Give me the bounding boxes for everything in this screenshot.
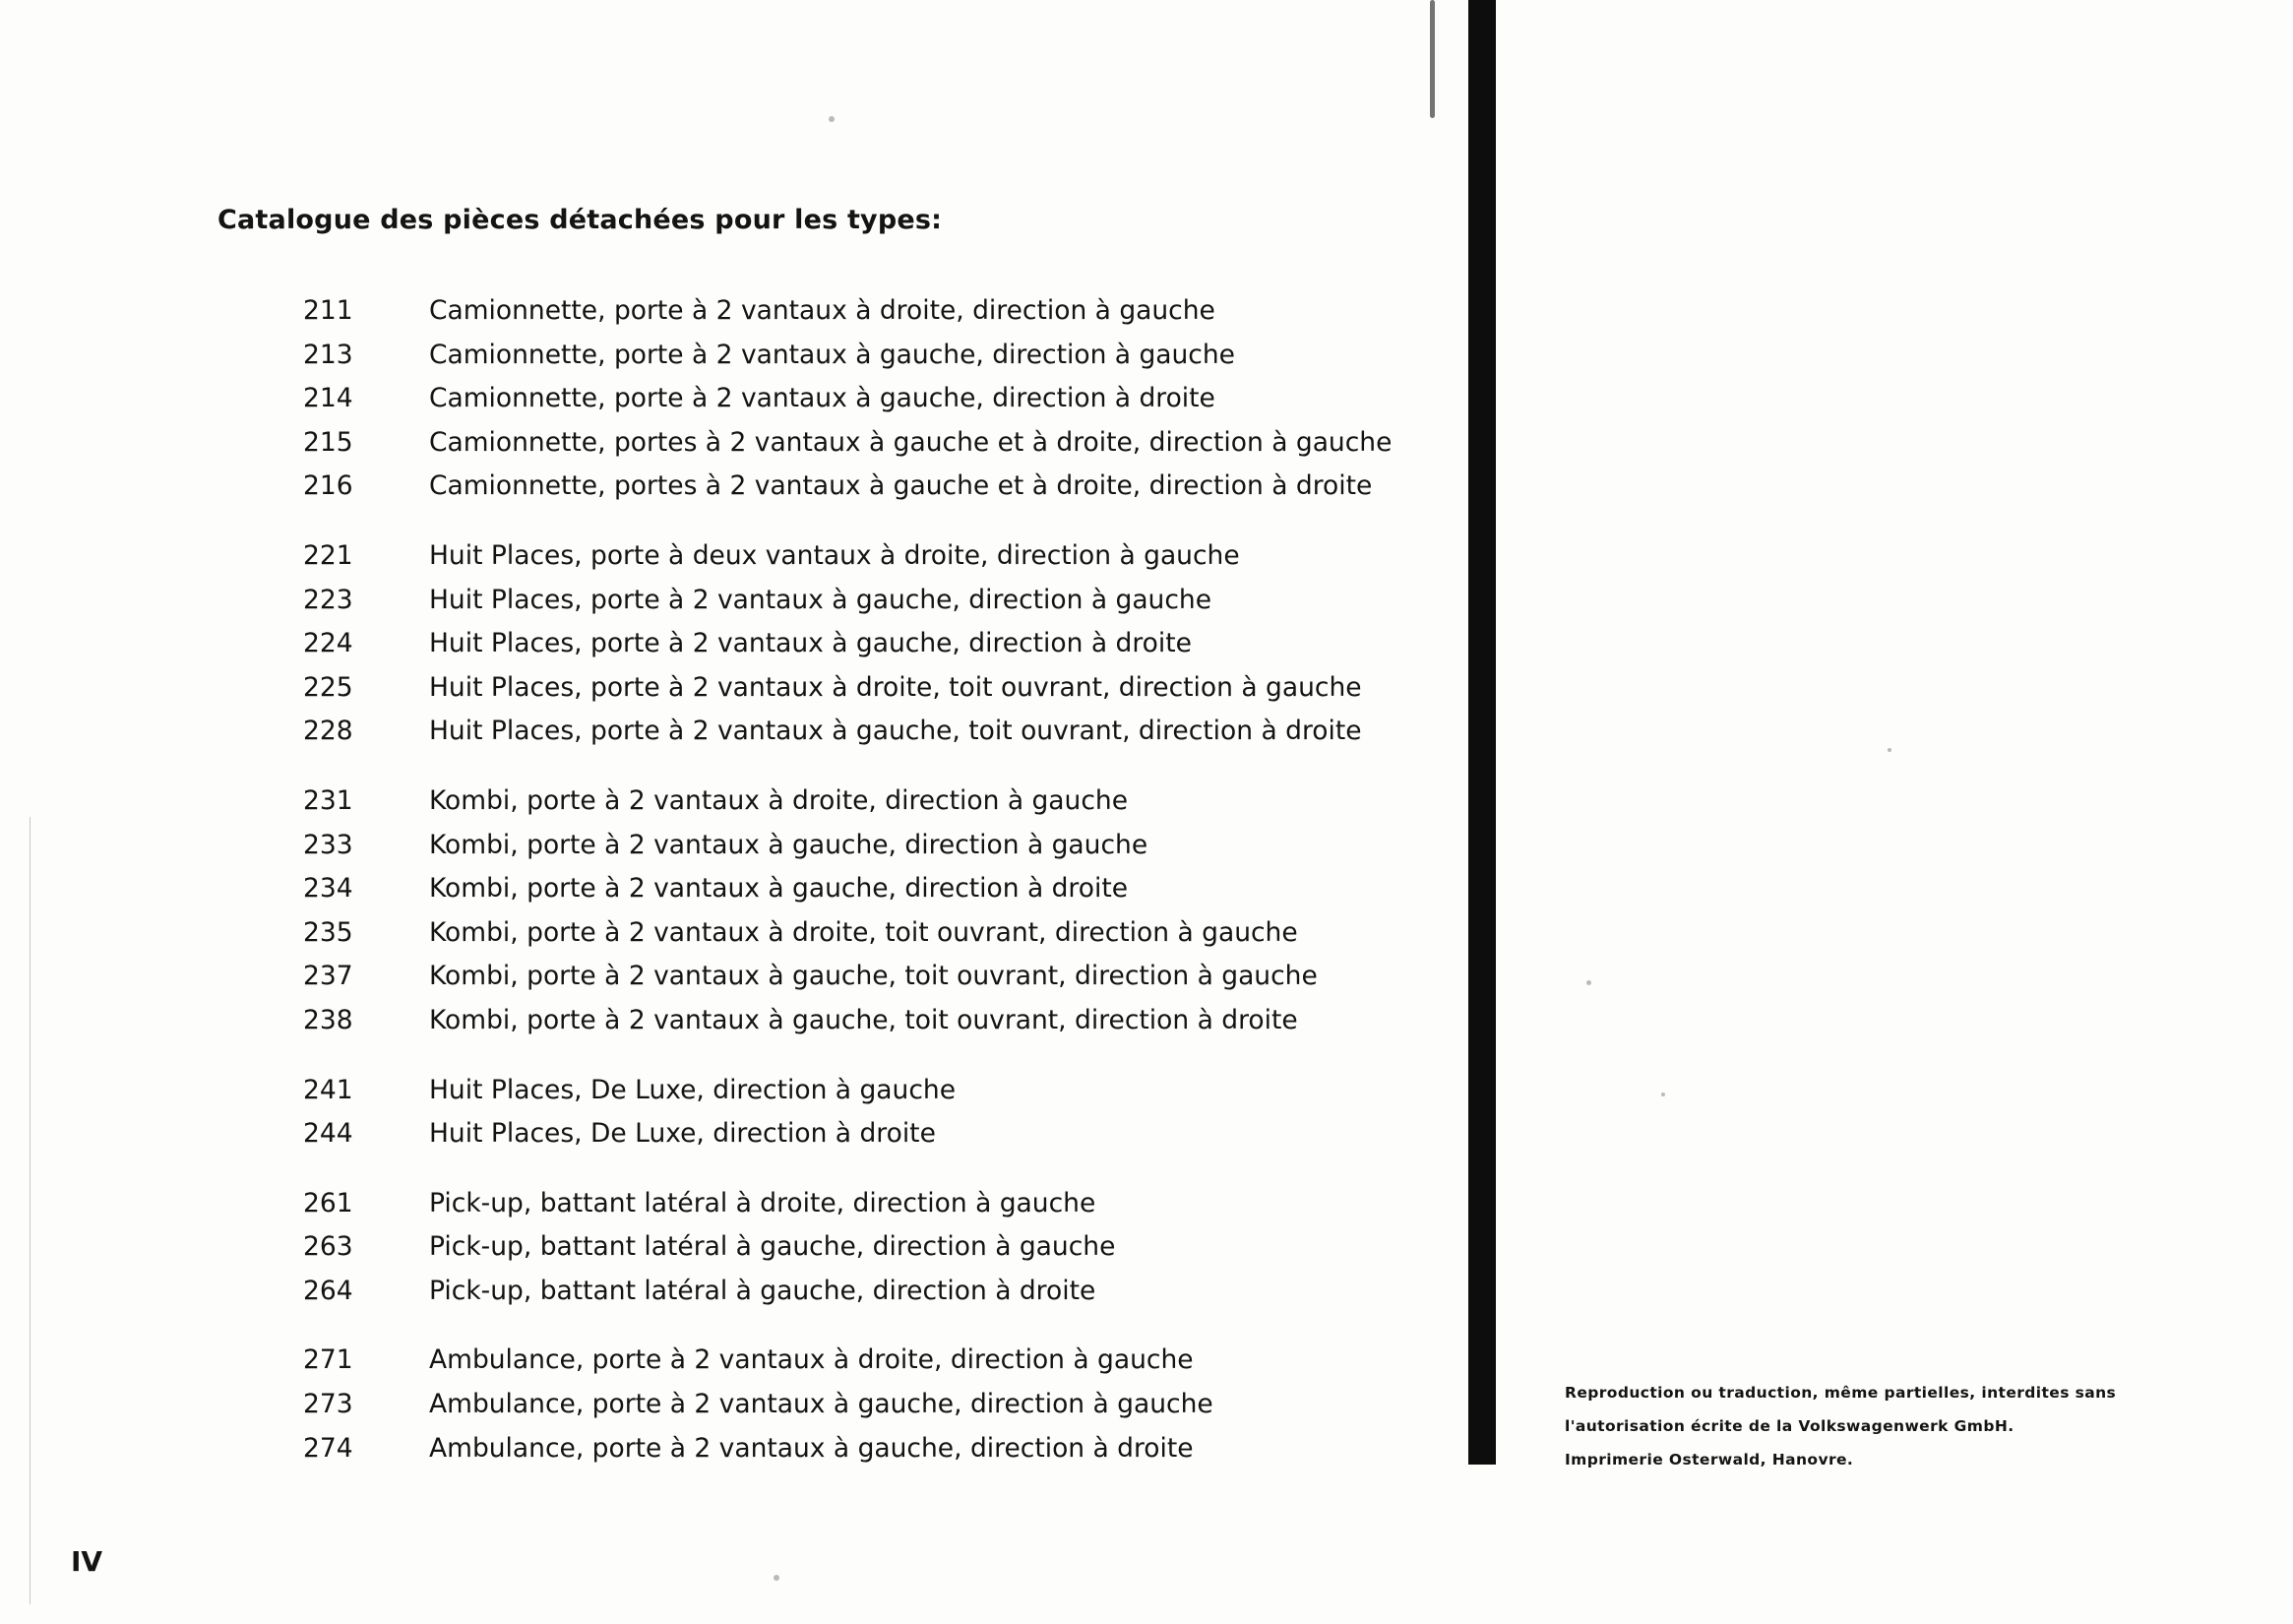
type-description: Huit Places, porte à 2 vantaux à gauche, direction à droite: [429, 628, 1192, 659]
type-list: [303, 295, 1393, 1502]
type-code: 241: [303, 1074, 353, 1105]
catalog-heading: Catalogue des pièces détachées pour les types:: [217, 205, 943, 235]
type-code: 238: [303, 1004, 353, 1035]
type-code: 223: [303, 584, 353, 615]
group-ambulance: [303, 1344, 1366, 1476]
type-description: Huit Places, De Luxe, direction à gauche: [429, 1074, 956, 1105]
type-description: Ambulance, porte à 2 vantaux à gauche, direction à gauche: [429, 1389, 1213, 1420]
page-number: IV: [71, 1545, 103, 1578]
type-code: 213: [303, 339, 353, 370]
type-code: 244: [303, 1118, 353, 1150]
type-code: 221: [303, 539, 353, 571]
type-code: 233: [303, 829, 353, 860]
type-description: Pick-up, battant latéral à gauche, direction à gauche: [429, 1231, 1116, 1263]
printer-credit: Imprimerie Osterwald, Hanovre.: [1565, 1451, 1854, 1468]
group-pick-up: [303, 1188, 1366, 1320]
type-description: Pick-up, battant latéral à gauche, direction à droite: [429, 1275, 1096, 1306]
scan-speck: [1586, 980, 1591, 985]
type-description: Camionnette, portes à 2 vantaux à gauche et à droite, direction à gauche: [429, 426, 1393, 458]
type-row: [303, 1231, 1366, 1276]
type-row: [303, 295, 1366, 340]
type-row: [303, 785, 1366, 830]
type-description: Kombi, porte à 2 vantaux à gauche, toit ouvrant, direction à gauche: [429, 961, 1318, 992]
type-code: 273: [303, 1389, 353, 1420]
group-camionnette: [303, 295, 1393, 515]
type-row: [303, 426, 1393, 471]
type-description: Camionnette, portes à 2 vantaux à gauche et à droite, direction à droite: [429, 470, 1373, 502]
type-code: 231: [303, 784, 353, 816]
type-description: Huit Places, porte à 2 vantaux à droite, toit ouvrant, direction à gauche: [429, 671, 1362, 703]
type-row: [303, 961, 1366, 1005]
legal-notice-line: l'autorisation écrite de la Volkswagenwerk GmbH.: [1565, 1417, 2014, 1435]
type-row: [303, 383, 1366, 427]
group-huit-places-de-luxe: [303, 1075, 1366, 1162]
type-description: Huit Places, porte à 2 vantaux à gauche, toit ouvrant, direction à droite: [429, 716, 1362, 747]
type-description: Kombi, porte à 2 vantaux à gauche, direction à droite: [429, 873, 1129, 905]
type-description: Kombi, porte à 2 vantaux à droite, direction à gauche: [429, 784, 1129, 816]
type-code: 234: [303, 873, 353, 905]
type-code: 214: [303, 383, 353, 414]
type-row: [303, 1344, 1366, 1389]
type-row: [303, 672, 1366, 717]
legal-notice: [1565, 1376, 2116, 1476]
type-code: 224: [303, 628, 353, 659]
type-description: Kombi, porte à 2 vantaux à gauche, direction à gauche: [429, 829, 1148, 860]
scan-speck: [774, 1575, 779, 1581]
group-kombi: [303, 785, 1366, 1049]
type-code: 225: [303, 671, 353, 703]
type-description: Camionnette, porte à 2 vantaux à gauche, direction à gauche: [429, 339, 1235, 370]
type-code: 271: [303, 1344, 353, 1376]
scan-margin-line: [30, 817, 31, 1604]
type-row: [303, 470, 1373, 515]
type-code: 261: [303, 1187, 353, 1218]
binding-divider-bar: [1468, 0, 1496, 1465]
type-code: 274: [303, 1432, 353, 1464]
type-description: Kombi, porte à 2 vantaux à droite, toit ouvrant, direction à gauche: [429, 916, 1298, 948]
scan-speck: [1888, 748, 1891, 752]
type-code: 211: [303, 295, 353, 326]
type-description: Huit Places, porte à 2 vantaux à gauche, direction à gauche: [429, 584, 1212, 615]
type-row: [303, 1433, 1366, 1477]
type-row: [303, 540, 1366, 585]
type-row: [303, 340, 1366, 384]
type-description: Pick-up, battant latéral à droite, direction à gauche: [429, 1187, 1096, 1218]
type-row: [303, 628, 1366, 672]
type-row: [303, 830, 1366, 874]
type-row: [303, 1276, 1366, 1320]
type-description: Kombi, porte à 2 vantaux à gauche, toit ouvrant, direction à droite: [429, 1004, 1298, 1035]
type-code: 237: [303, 961, 353, 992]
type-row: [303, 1188, 1366, 1232]
type-description: Camionnette, porte à 2 vantaux à droite, direction à gauche: [429, 295, 1215, 326]
type-code: 216: [303, 470, 353, 502]
type-code: 235: [303, 916, 353, 948]
type-row: [303, 1389, 1366, 1433]
scan-speck: [1661, 1093, 1665, 1096]
type-code: 263: [303, 1231, 353, 1263]
type-row: [303, 716, 1366, 760]
type-code: 264: [303, 1275, 353, 1306]
legal-notice-line: Reproduction ou traduction, même partielles, interdites sans: [1565, 1384, 2117, 1402]
type-description: Ambulance, porte à 2 vantaux à droite, direction à gauche: [429, 1344, 1194, 1376]
type-code: 228: [303, 716, 353, 747]
type-description: Huit Places, porte à deux vantaux à droite, direction à gauche: [429, 539, 1240, 571]
type-row: [303, 1005, 1366, 1049]
type-description: Ambulance, porte à 2 vantaux à gauche, direction à droite: [429, 1432, 1194, 1464]
type-description: Camionnette, porte à 2 vantaux à gauche, direction à droite: [429, 383, 1215, 414]
type-row: [303, 1118, 1366, 1162]
type-row: [303, 585, 1366, 629]
type-code: 215: [303, 426, 353, 458]
type-row: [303, 873, 1366, 917]
type-row: [303, 917, 1366, 962]
scan-fold-shadow: [1430, 0, 1435, 118]
group-huit-places: [303, 540, 1366, 760]
type-row: [303, 1075, 1366, 1119]
type-description: Huit Places, De Luxe, direction à droite: [429, 1118, 936, 1150]
scan-speck: [829, 116, 835, 122]
